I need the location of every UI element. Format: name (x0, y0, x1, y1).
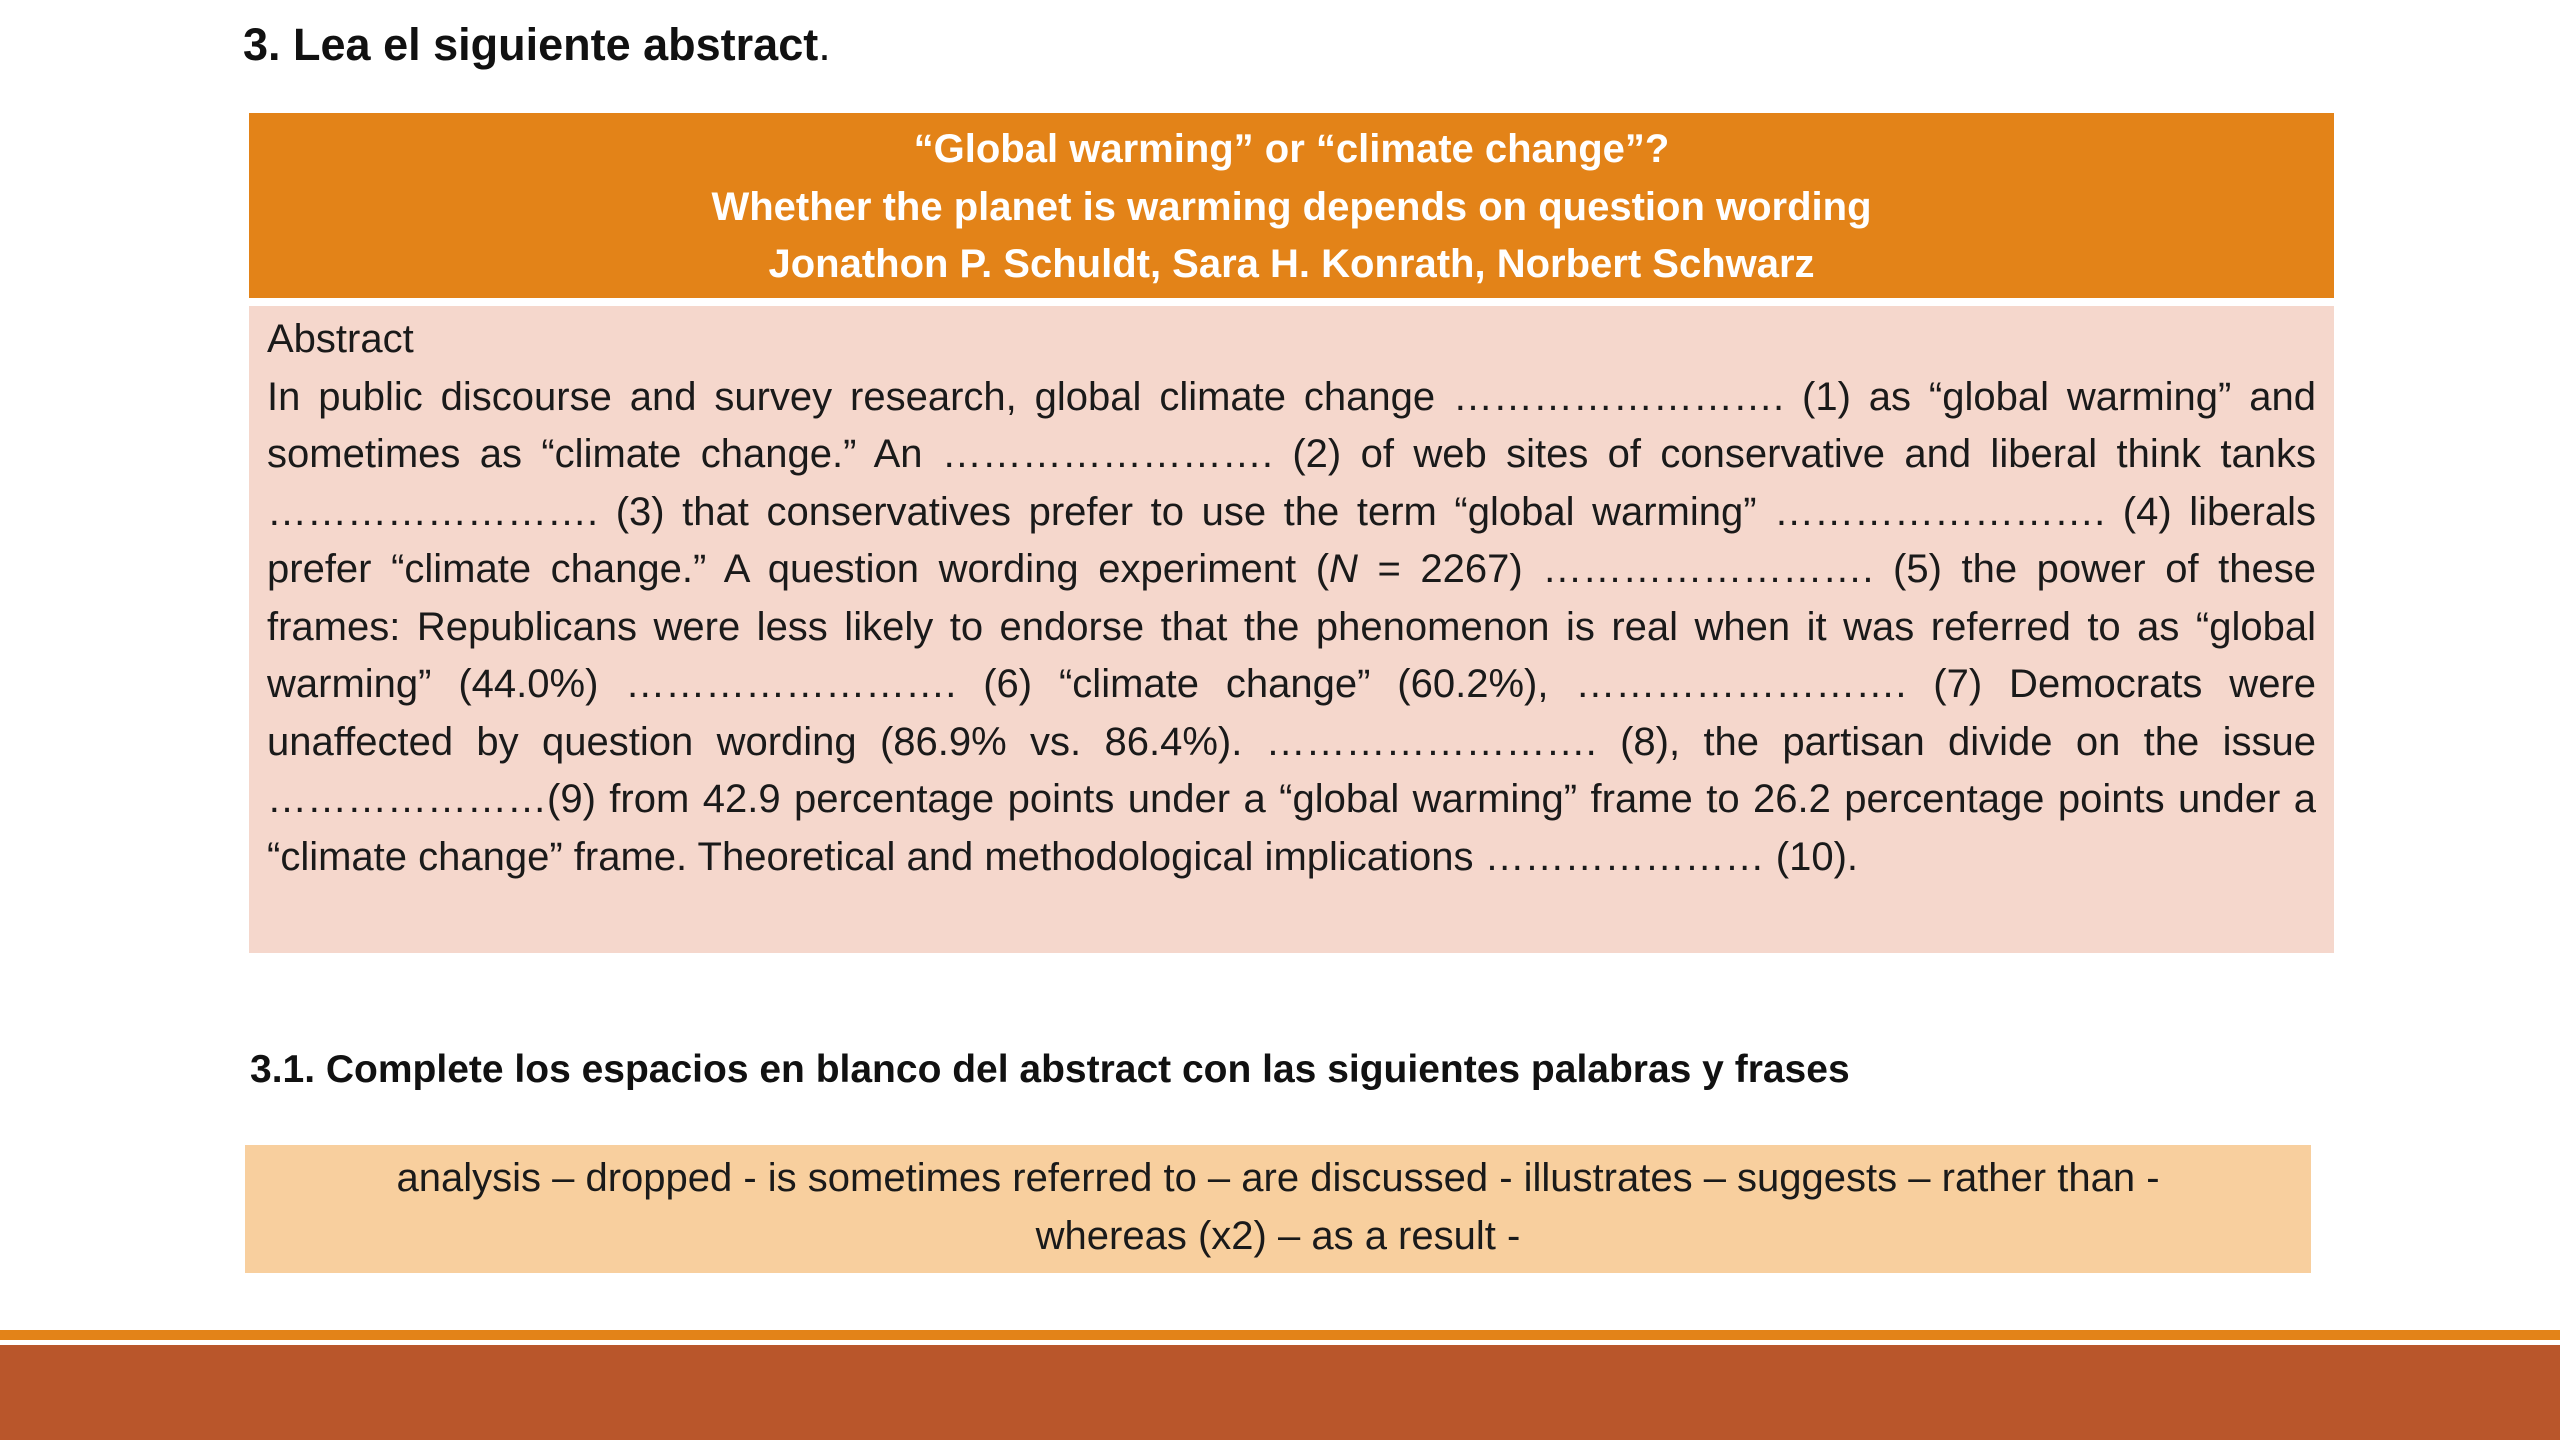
exercise-heading-period: . (818, 19, 831, 70)
article-authors: Jonathon P. Schuldt, Sara H. Konrath, Norbert Schwarz (768, 242, 1815, 286)
exercise-heading (243, 10, 831, 80)
abstract-text-part-2: = 2267) ……………………. (5) the power of these frames: Republicans were less likely to endorse that the phenomenon is real when it was referred to as “global warming” (44.0%) ……………………. (6) “climate change” (60.2%), ……………………. (7) Democrats were unaffected by question wording (86.9% vs. 86.4%). ……………………. (8), the partisan divide on the issue …………………(9) from 42.9 percentage points under a “global warming” frame to 26.2 percentage points under a “climate change” frame. Theoretical and methodological implications ………………… (10). (267, 547, 2316, 879)
word-bank-line-2: whereas (x2) – as a result - (1035, 1214, 1521, 1258)
word-bank-line-1: analysis – dropped - is sometimes referred to – are discussed - illustrates – suggests – rather than - (396, 1156, 2160, 1200)
footer-accent-line (0, 1330, 2560, 1340)
exercise-heading-text: 3. Lea el siguiente abstract (243, 19, 819, 70)
article-title-line-1: “Global warming” or “climate change”? (913, 127, 1670, 171)
task-subheading: 3.1. Complete los espacios en blanco del abstract con las siguientes palabras y frases (250, 1048, 1850, 1091)
abstract-text (267, 369, 2316, 887)
abstract-text-part-1: In public discourse and survey research, global climate change ……………………. (1) as “global warming” and sometimes as “climate change.” An ……………………. (2) of web sites of conservative and liberal think tanks ……………………. (3) that conservatives prefer to use the term “global warming” ……………………. (4) liberals prefer “climate change.” A question wording experiment ( (267, 374, 2316, 591)
abstract-text-italic-n: N (1329, 547, 1358, 591)
abstract-box (249, 306, 2334, 953)
abstract-label: Abstract (267, 317, 414, 361)
word-bank-box (245, 1145, 2311, 1273)
article-title-box (249, 113, 2334, 298)
article-title-line-2: Whether the planet is warming depends on question wording (711, 184, 1872, 229)
footer-bar (0, 1345, 2560, 1440)
